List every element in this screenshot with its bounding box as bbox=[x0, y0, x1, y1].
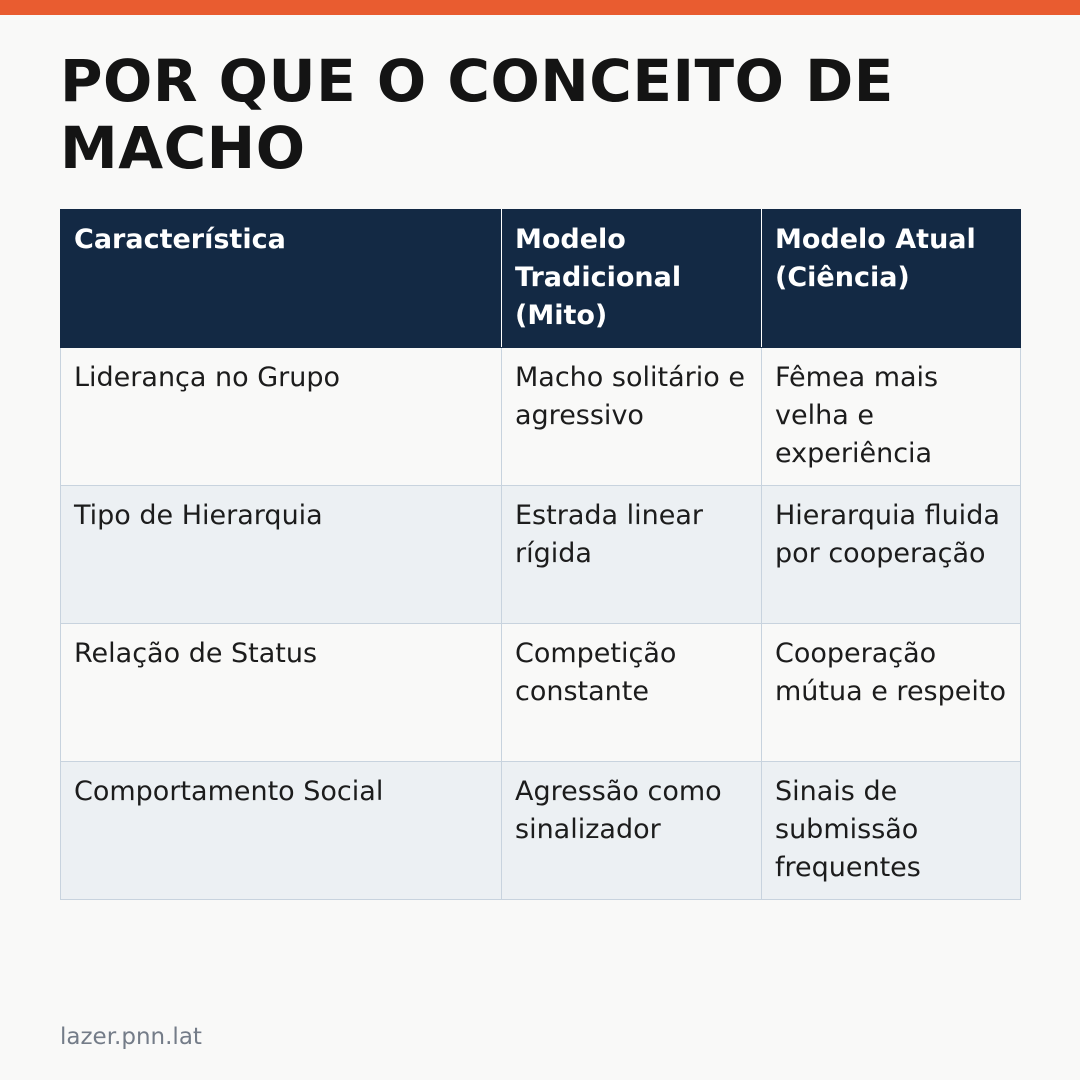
column-header-characteristic: Característica bbox=[61, 210, 502, 348]
table-cell-characteristic: Tipo de Hierarquia bbox=[61, 486, 502, 624]
table-cell-current: Fêmea mais velha e experiência bbox=[762, 348, 1021, 486]
comparison-table bbox=[60, 209, 1021, 900]
table-cell-traditional: Estrada linear rígida bbox=[502, 486, 762, 624]
page-title: POR QUE O CONCEITO DE MACHO bbox=[60, 47, 894, 182]
top-accent-bar bbox=[0, 0, 1080, 15]
footer-site-url: lazer.pnn.lat bbox=[60, 1024, 202, 1050]
table-cell-current: Sinais de submissão frequentes bbox=[762, 762, 1021, 900]
table-cell-characteristic: Liderança no Grupo bbox=[61, 348, 502, 486]
table-cell-characteristic: Relação de Status bbox=[61, 624, 502, 762]
table-row bbox=[61, 624, 1021, 762]
table-cell-traditional: Macho solitário e agressivo bbox=[502, 348, 762, 486]
table-row bbox=[61, 348, 1021, 486]
table-cell-characteristic: Comportamento Social bbox=[61, 762, 502, 900]
table-row bbox=[61, 762, 1021, 900]
table-row bbox=[61, 486, 1021, 624]
table-cell-current: Cooperação mútua e respeito bbox=[762, 624, 1021, 762]
column-header-traditional-model: Modelo Tradicional (Mito) bbox=[502, 210, 762, 348]
column-header-current-model: Modelo Atual (Ciência) bbox=[762, 210, 1021, 348]
table-header-row bbox=[61, 210, 1021, 348]
table-cell-current: Hierarquia fluida por cooperação bbox=[762, 486, 1021, 624]
table-cell-traditional: Competição constante bbox=[502, 624, 762, 762]
table-cell-traditional: Agressão como sinalizador bbox=[502, 762, 762, 900]
